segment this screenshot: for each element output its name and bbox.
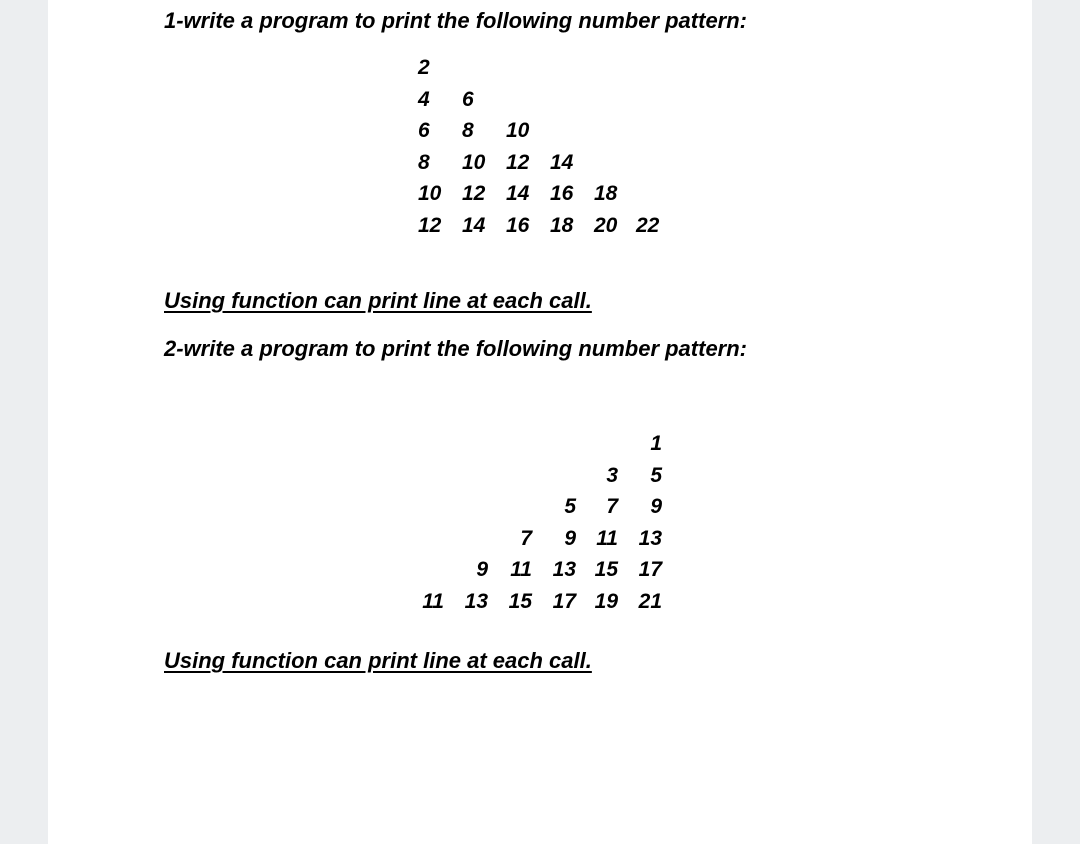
pattern-1-row-4-number: 14 bbox=[550, 150, 574, 174]
pattern-2-row-2-number: 5 bbox=[650, 463, 662, 487]
question-2-note: Using function can print line at each call. bbox=[164, 648, 592, 673]
pattern-2-row-3-number: 5 bbox=[564, 495, 576, 518]
pattern-2-row-6-number: 21 bbox=[638, 589, 662, 613]
pattern-2-row-1-number: 1 bbox=[650, 432, 662, 455]
pattern-2-row-3-number: 9 bbox=[650, 495, 662, 518]
pattern-2-row-5-number: 9 bbox=[476, 558, 488, 581]
question-2-title: 2-write a program to print the following number pattern: bbox=[164, 336, 748, 361]
pattern-1-row-2-number: 4 bbox=[418, 87, 430, 111]
question-1-title: 1-write a program to print the following number pattern: bbox=[164, 8, 748, 33]
pattern-2-row-4-number: 7 bbox=[520, 526, 532, 550]
pattern-1-row-6-number: 22 bbox=[636, 213, 660, 237]
pattern-2-row-5-number: 11 bbox=[510, 558, 532, 581]
pattern-1-row-6-number: 14 bbox=[462, 213, 486, 237]
pattern-2-row-3-number: 7 bbox=[606, 495, 618, 518]
pattern-2-row-5-number: 13 bbox=[552, 558, 576, 581]
pattern-2-row-6-number: 19 bbox=[594, 589, 618, 613]
pattern-2-row-4-number: 9 bbox=[564, 526, 576, 550]
pattern-1-row-4-number: 10 bbox=[462, 150, 486, 174]
pattern-2-row-5-number: 17 bbox=[638, 558, 662, 581]
pattern-1-row-2-number: 6 bbox=[462, 87, 474, 111]
pattern-1-row-6-number: 20 bbox=[594, 213, 618, 237]
pattern-1-row-6-number: 16 bbox=[506, 213, 530, 237]
pattern-1-row-5-number: 16 bbox=[550, 182, 574, 205]
pattern-2-row-4-number: 11 bbox=[596, 526, 618, 550]
pattern-1-row-5-number: 10 bbox=[418, 182, 442, 205]
document-page bbox=[48, 0, 1032, 844]
pattern-2-row-5-number: 15 bbox=[594, 558, 618, 581]
pattern-2-row-4-number: 13 bbox=[638, 526, 662, 550]
pattern-1-row-3-number: 6 bbox=[418, 119, 430, 142]
pattern-1-row-4-number: 12 bbox=[506, 150, 530, 174]
pattern-1-row-1-number: 2 bbox=[418, 56, 430, 79]
pattern-1-row-5-number: 18 bbox=[594, 182, 618, 205]
pattern-2-row-6-number: 17 bbox=[552, 589, 576, 613]
pattern-1-row-6-number: 12 bbox=[418, 213, 442, 237]
pattern-1-row-5-number: 14 bbox=[506, 182, 530, 205]
pattern-2-row-2-number: 3 bbox=[606, 463, 618, 487]
pattern-1-row-3-number: 10 bbox=[506, 119, 530, 142]
pattern-1-row-4-number: 8 bbox=[418, 150, 430, 174]
pattern-2-row-6-number: 11 bbox=[422, 589, 444, 613]
pattern-2-row-6-number: 15 bbox=[508, 589, 532, 613]
question-2-number-pattern bbox=[48, 0, 1032, 844]
pattern-2-row-6-number: 13 bbox=[464, 589, 488, 613]
pattern-1-row-6-number: 18 bbox=[550, 213, 574, 237]
pattern-1-row-5-number: 12 bbox=[462, 182, 486, 205]
question-1-note: Using function can print line at each call. bbox=[164, 288, 592, 313]
pattern-1-row-3-number: 8 bbox=[462, 119, 474, 142]
question-1-number-pattern bbox=[48, 0, 1032, 844]
